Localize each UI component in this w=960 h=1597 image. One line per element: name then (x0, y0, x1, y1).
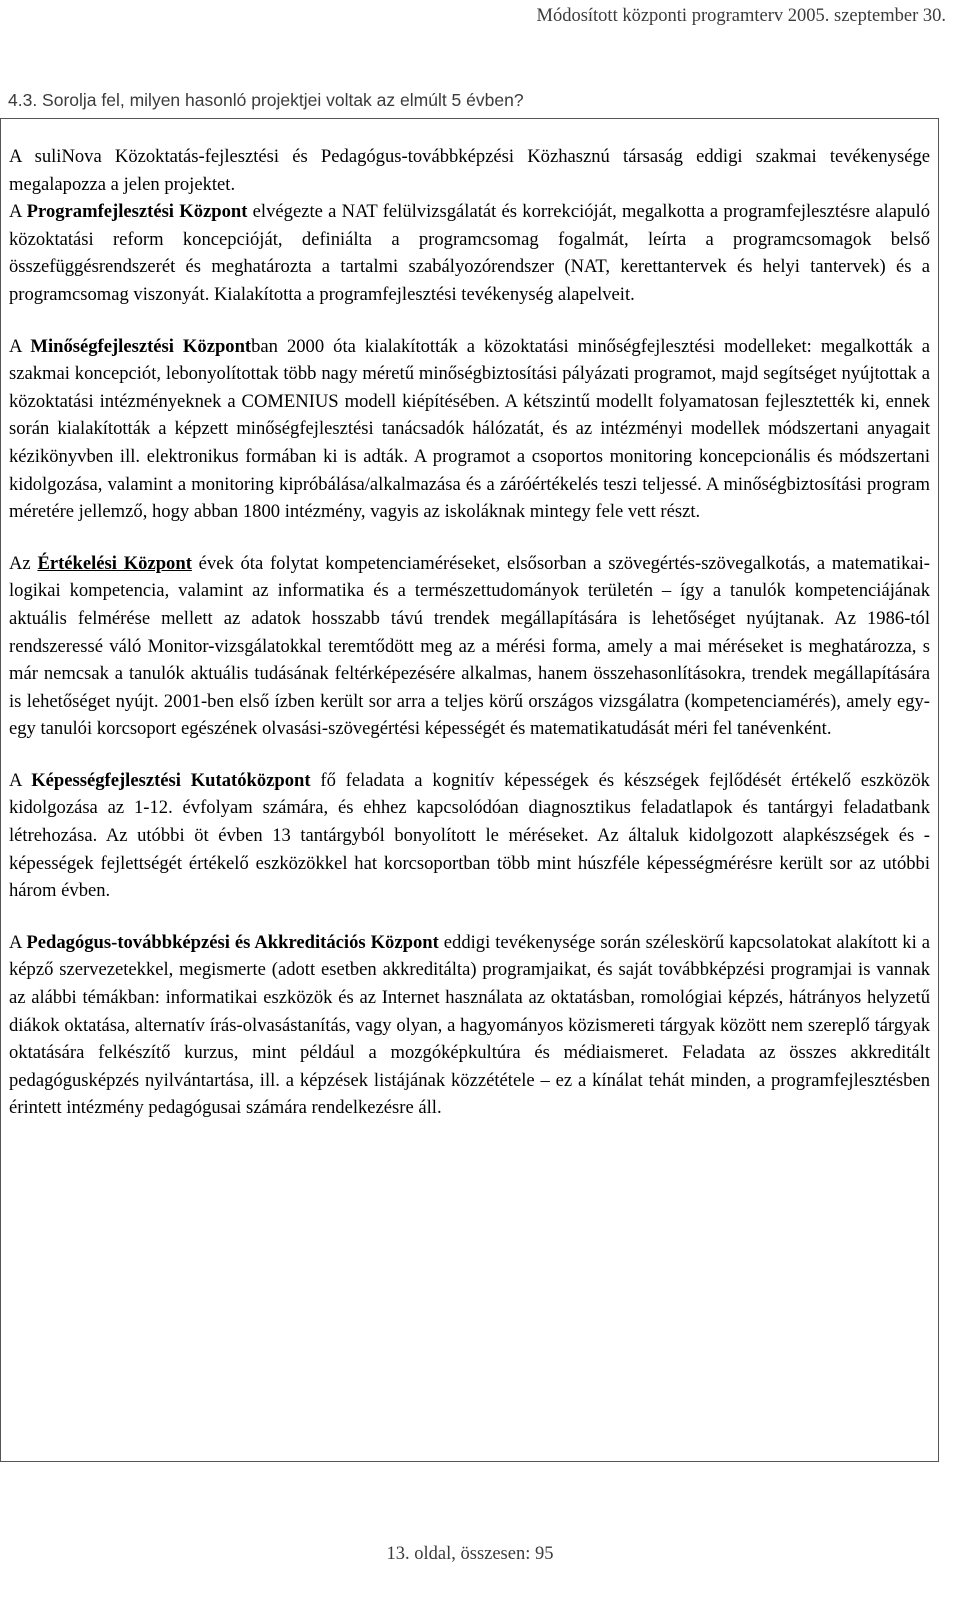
ertekelesi-paragraph (9, 550, 930, 743)
paragraph-text: elvégezte a NAT felülvizsgálatát és korrekcióját, megalkotta a programfejlesztésre alapuló közoktatási reform koncepcióját, definiálta a programcsomag fogalmát, leírta a programcsomagok belső összefüggésrendszerét és meghatározta a tartalmi szabályozórendszer (NAT, kerettantervek és helyi tantervek) és a programcsomag viszonyát. Kialakította a programfejlesztési tevékenység alapelveit. (9, 201, 930, 305)
minosegfejlesztesi-paragraph (9, 333, 930, 526)
question-title: 4.3. Sorolja fel, milyen hasonló projektjei voltak az elmúlt 5 évben? (8, 90, 524, 110)
pedagogus-paragraph (9, 929, 930, 1122)
paragraph-text: eddigi tevékenysége során széleskörű kapcsolatokat alakított ki a képző szervezetekkel, megismerte (adott esetben akkreditálta) programjaikat, és saját továbbképzési programjai is vannak az alábbi témákban: informatikai eszközök és az Internet használata az oktatásban, romológiai képzés, hátrányos helyzetű diákok oktatása, alternatív írás-olvasástanítás, vagy olyan, a hagyományos közismereti tárgyak között nem szereplő tárgyak oktatására felkészítő kurzus, mint például a mozgóképkultúra és médiaismeret. Feladata az összes akkreditált pedagógusképzés nyilvántartása, ill. a képzések listájának közzététele – ez a kínálat tehát minden, a programfejlesztésben érintett intézmény pedagógusai számára rendelkezésre áll. (9, 931, 930, 1119)
paragraph-lead: A (9, 931, 27, 953)
center-name: Minőségfejlesztési Központ (30, 335, 252, 357)
programfejlesztesi-paragraph (9, 198, 930, 308)
center-name: Pedagógus-továbbképzési és Akkreditációs Központ (26, 931, 439, 953)
paragraph-text: fő feladata a kognitív képességek és készségek fejlődését értékelő eszközök kidolgozása az 1-12. évfolyam számára, és ehhez kapcsolódóan diagnosztikus feladatlapok és tantárgyi feladatbank létrehozása. Az utóbbi öt évben 13 tantárgyból bonyolított le méréseket. Az általuk kidolgozott alapkészségek és -képességek fejlettségét értékelő eszközökkel hat korcsoportban több mint húszféle képességmérésre került sor az utóbbi három évben. (9, 769, 930, 902)
paragraph-text: évek óta folytat kompetenciaméréseket, elsősorban a szövegértés-szövegalkotás, a matematikai-logikai kompetencia, valamint az informatika és a természettudományok területén – így a tanulók kompetenciájának aktuális felmérése mellett az adatok hosszabb távú trendek megállapítására is lehetőséget nyújtanak. Az 1986-tól rendszeressé váló Monitor-vizsgálatokkal teremtődött meg az a mérési forma, amely a mai méréseket is meghatározza, s már nemcsak a tanulók aktuális tudásának feltérképezésére alkalmas, hanem összehasonlításokra, trendek megállapítására is lehetőséget nyújt. 2001-ben első ízben került sor arra a teljes körű országos vizsgálatra (kompetenciamérés), amely egy-egy tanulói korcsoport egészének olvasási-szövegértési képességét és matematikatudását méri fel tanévenként. (9, 552, 930, 740)
paragraph-lead: Az (9, 552, 38, 574)
answer-box (0, 118, 939, 1462)
paragraph-lead: A (9, 769, 32, 791)
kepessegfejlesztesi-paragraph (9, 767, 930, 905)
page-footer: 13. oldal, összesen: 95 (386, 1544, 554, 1564)
paragraph-lead: A (9, 201, 27, 223)
paragraph-lead: A (9, 335, 31, 357)
center-name: Értékelési Központ (37, 552, 192, 574)
center-name: Programfejlesztési Központ (26, 201, 248, 223)
intro-paragraph: A suliNova Közoktatás-fejlesztési és Pedagógus-továbbképzési Közhasznú társaság eddigi szakmai tevékenysége megalapozza a jelen projektet. (9, 146, 930, 195)
page-header: Módosított központi programterv 2005. szeptember 30. (536, 6, 946, 26)
paragraph-text: ban 2000 óta kialakították a közoktatási minőségfejlesztési modelleket: megalkották a szakmai koncepciót, lebonyolítottak több nagy méretű minőségbiztosítási pályázati programot, majd segítséget nyújtottak a közoktatási intézményeknek a COMENIUS modell kiépítésében. A kétszintű modellt folyamatosan fejlesztették ki, ennek során kialakították a képzett minőségfejlesztési tanácsadók hálózatát, és az intézményi modellek módszertani anyagait kézikönyvben ill. elektronikus formában ki is adták. A programot a csoportos monitoring koncepcionális és módszertani kidolgozása, valamint a monitoring kipróbálása/alkalmazása és a záróértékelés teszi teljessé. A minőségbiztosítási program méretére jellemző, hogy abban 1800 intézmény, vagyis az iskoláknak mintegy fele vett részt. (9, 335, 930, 523)
center-name: Képességfejlesztési Kutatóközpont (31, 769, 311, 791)
